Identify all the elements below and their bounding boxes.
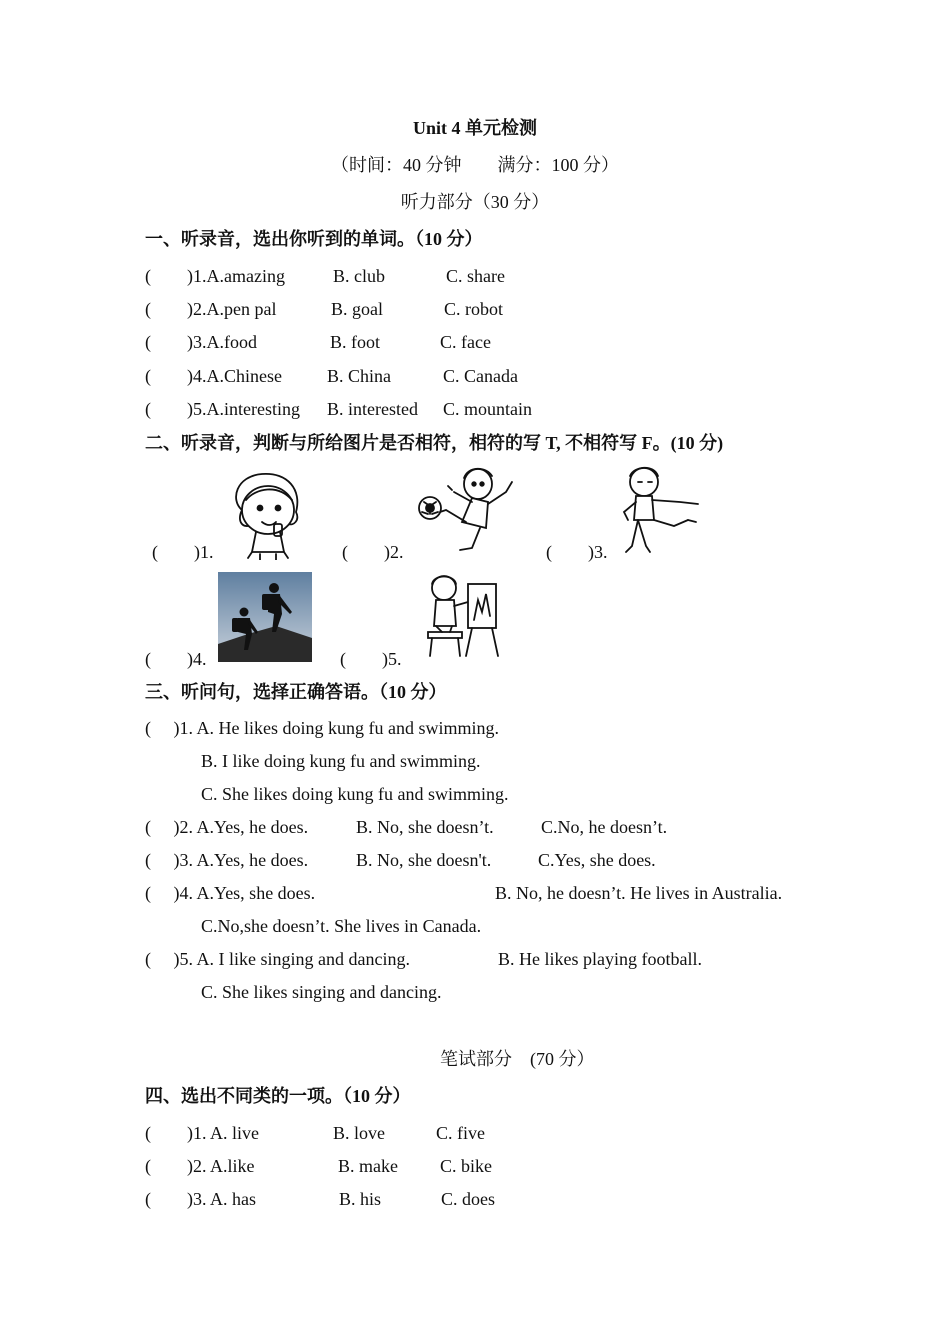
s1-item-3-a: ( )3.A.food [145,332,257,352]
s3-q3-b: B. No, she doesn't. [356,850,492,870]
s1-item-5-a: ( )5.A.interesting [145,399,300,419]
s4-item-3-c: C. does [441,1189,495,1209]
listening-title [0,191,950,213]
s1-item-3-b: B. foot [330,332,381,352]
s1-item-3-c: C. face [440,332,491,352]
s3-q1-b: B. I like doing kung fu and swimming. [201,751,481,771]
boy-football-icon [416,462,520,558]
s2-label-5: ( )5. [340,649,402,669]
exam-meta: （时间：40 分钟 满分：100 分） [331,155,619,175]
s3-q5-b: B. He likes playing football. [498,949,702,969]
s3-q5-a: ( )5. A. I like singing and dancing. [145,949,410,969]
listening-title-text: 听力部分（30 分） [400,192,550,212]
s3-q2-c: C.No, he doesn’t. [541,817,668,837]
s3-q5-c: C. She likes singing and dancing. [201,982,442,1002]
page-title: Unit 4 单元检测 [412,118,537,138]
written-title: 笔试部分 (70 分） [440,1049,595,1069]
s2-label-3: ( )3. [546,542,608,562]
s4-item-3-a: ( )3. A. has [145,1189,256,1209]
s1-item-2-a: ( )2.A.pen pal [145,299,277,319]
s3-q1-c: C. She likes doing kung fu and swimming. [201,784,509,804]
s1-item-5-c: C. mountain [443,399,532,419]
s1-item-4-c: C. Canada [443,366,518,386]
s4-item-2-b: B. make [338,1156,398,1176]
s2-label-1: ( )1. [152,542,214,562]
s3-q3-a: ( )3. A.Yes, he does. [145,850,309,870]
section1-heading: 一、听录音，选出你听到的单词。（10 分） [145,229,483,249]
s4-item-1-a: ( )1. A. live [145,1123,259,1143]
s3-q2-b: B. No, she doesn’t. [356,817,494,837]
s1-item-1-c: C. share [446,266,505,286]
girl-singing-icon [222,470,318,560]
s4-item-2-a: ( )2. A.like [145,1156,255,1176]
s3-q4-a: ( )4. A.Yes, she does. [145,883,316,903]
s1-item-1-b: B. club [333,266,385,286]
s3-q2-a: ( )2. A.Yes, he does. [145,817,309,837]
s2-label-4: ( )4. [145,649,207,669]
s2-label-2: ( )2. [342,542,404,562]
s1-item-2-c: C. robot [444,299,504,319]
s4-item-1-c: C. five [436,1123,485,1143]
s1-item-4-a: ( )4.A.Chinese [145,366,282,386]
section4-heading: 四、选出不同类的一项。（10 分） [145,1086,411,1106]
s3-q3-c: C.Yes, she does. [538,850,656,870]
s1-item-5-b: B. interested [327,399,418,419]
s3-q4-b: B. No, he doesn’t. He lives in Australia. [495,883,783,903]
s3-q4-c: C.No,she doesn’t. She lives in Canada. [201,916,482,936]
s4-item-3-b: B. his [339,1189,382,1209]
climbers-photo-icon [218,572,312,662]
section2-heading: 二、听录音，判断与所给图片是否相符，相符的写 T, 不相符写 F。(10 分) [145,433,724,453]
girl-kungfu-icon [618,462,702,558]
section3-heading: 三、听问句，选择正确答语。（10 分） [145,682,447,702]
s1-item-2-b: B. goal [331,299,383,319]
s4-item-1-b: B. love [333,1123,385,1143]
s1-item-4-b: B. China [327,366,392,386]
s1-item-1-a: ( )1.A.amazing [145,266,285,286]
s4-item-2-c: C. bike [440,1156,492,1176]
boy-drawing-icon [422,572,502,660]
s3-q1-a: ( )1. A. He likes doing kung fu and swimming. [145,718,499,738]
